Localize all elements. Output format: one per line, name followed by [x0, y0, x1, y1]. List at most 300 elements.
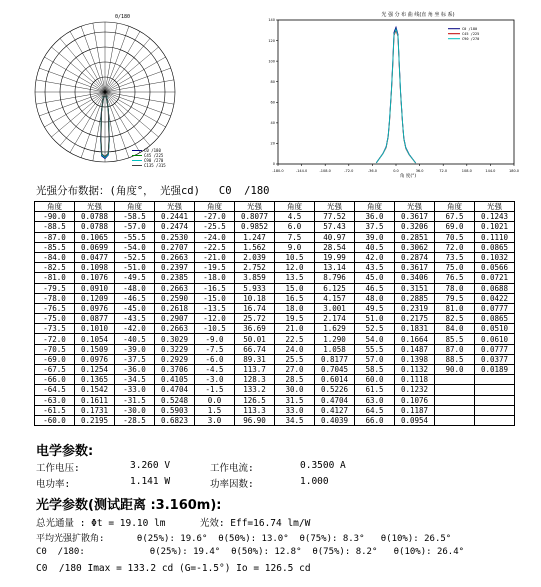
- table-body: [35, 212, 515, 426]
- table-cell: 66.0: [355, 415, 395, 425]
- table-cell: 0.2530: [155, 232, 195, 242]
- table-cell: 1.5: [195, 405, 235, 415]
- table-cell: 0.2885: [395, 293, 435, 303]
- table-cell: 40.97: [315, 232, 355, 242]
- table-cell: 0.0877: [75, 314, 115, 324]
- table-cell: 42.0: [355, 252, 395, 262]
- cart-xtick-label: 0.0: [393, 169, 399, 173]
- polar-legend-label: C135 /315: [144, 163, 166, 168]
- table-cell: 0.0189: [475, 365, 515, 375]
- table-cell: 0.0910: [75, 283, 115, 293]
- table-cell: 0.0422: [475, 293, 515, 303]
- voltage-label: 工作电压:: [36, 463, 80, 474]
- cart-ytick-label: 140: [268, 18, 275, 23]
- table-cell: 12.0: [275, 263, 315, 273]
- cart-xtick-label: -180.0: [272, 169, 284, 173]
- cart-title: 光 强 分 布 曲 线(直 角 坐 标 系): [381, 12, 455, 18]
- table-cell: -57.0: [115, 222, 155, 232]
- table-cell: 0.1731: [75, 405, 115, 415]
- table-cell: -48.0: [115, 283, 155, 293]
- table-cell: 0.3617: [395, 263, 435, 273]
- table-cell: -87.0: [35, 232, 75, 242]
- table-cell: 2.174: [315, 314, 355, 324]
- table-cell: -76.5: [35, 303, 75, 313]
- table-row: [35, 314, 515, 324]
- cart-xlabel: 角 度(°): [399, 174, 417, 179]
- table-cell: -51.0: [115, 263, 155, 273]
- table-cell: -39.0: [115, 344, 155, 354]
- table-cell: 0.2195: [75, 415, 115, 425]
- cart-ytick-label: 20: [270, 141, 275, 146]
- table-cell: [435, 385, 475, 395]
- table-row: [35, 334, 515, 344]
- table-cell: 0.3229: [155, 344, 195, 354]
- table-cell: 0.0: [195, 395, 235, 405]
- table-cell: 28.5: [275, 375, 315, 385]
- table-cell: 1.058: [315, 344, 355, 354]
- table-cell: 1.562: [235, 242, 275, 252]
- table-cell: 0.1542: [75, 385, 115, 395]
- table-cell: 0.0976: [75, 303, 115, 313]
- table-cell: 51.0: [355, 314, 395, 324]
- table-cell: -36.0: [115, 365, 155, 375]
- table-cell: 25.5: [275, 354, 315, 364]
- table-cell: -52.5: [115, 252, 155, 262]
- table-cell: 0.3617: [395, 212, 435, 222]
- table-cell: [435, 375, 475, 385]
- table-cell: 0.6823: [155, 415, 195, 425]
- table-cell: 0.2397: [155, 263, 195, 273]
- table-row: [35, 303, 515, 313]
- table-cell: 0.3029: [155, 334, 195, 344]
- table-cell: -9.0: [195, 334, 235, 344]
- cart-xtick-label: 72.0: [439, 169, 448, 173]
- table-cell: 0.0976: [75, 354, 115, 364]
- table-cell: 30.0: [275, 385, 315, 395]
- photometric-table: [34, 201, 515, 426]
- cart-xtick-label: -72.0: [344, 169, 354, 173]
- cart-ytick-label: 60: [270, 100, 275, 105]
- table-cell: 0.6014: [315, 375, 355, 385]
- optical-line-avg-angle: 平均光强扩散角: θ(25%): 19.6° θ(50%): 13.0° θ(75%): 8.3° θ(10%): 26.5°: [36, 534, 452, 544]
- table-cell: 113.3: [235, 405, 275, 415]
- table-cell: 0.4704: [315, 395, 355, 405]
- table-cell: 1.290: [315, 334, 355, 344]
- table-cell: -25.5: [195, 222, 235, 232]
- table-cell: 50.01: [235, 334, 275, 344]
- cart-xtick-label: -36.0: [367, 169, 377, 173]
- table-header-cell: 光强: [475, 202, 515, 212]
- table-cell: 87.0: [435, 344, 475, 354]
- table-cell: 10.5: [275, 252, 315, 262]
- table-cell: 0.1076: [395, 395, 435, 405]
- table-cell: 84.0: [435, 324, 475, 334]
- table-cell: 0.0610: [475, 334, 515, 344]
- cart-ytick-label: 120: [268, 38, 275, 43]
- cart-xtick-label: 180.0: [508, 169, 520, 173]
- table-cell: 7.5: [275, 232, 315, 242]
- power-value: 1.141 W: [130, 476, 171, 487]
- table-cell: 0.8177: [315, 354, 355, 364]
- table-row: [35, 242, 515, 252]
- table-cell: 36.0: [355, 212, 395, 222]
- current-value: 0.3500 A: [300, 460, 346, 471]
- table-cell: -22.5: [195, 242, 235, 252]
- table-cell: -27.0: [195, 212, 235, 222]
- table-cell: [475, 405, 515, 415]
- table-cell: 0.9852: [235, 222, 275, 232]
- optical-line-imax: C0 /180 Imax = 133.2 cd (G=-1.5°) Io = 126.5 cd: [36, 563, 311, 574]
- table-cell: 0.0777: [475, 303, 515, 313]
- cart-series-1: [376, 30, 415, 163]
- table-cell: 72.0: [435, 242, 475, 252]
- table-cell: 45.0: [355, 273, 395, 283]
- table-cell: 0.1831: [395, 324, 435, 334]
- table-cell: 52.5: [355, 324, 395, 334]
- cart-xtick-label: 144.0: [485, 169, 496, 173]
- table-cell: 67.5: [435, 212, 475, 222]
- table-cell: 0.2929: [155, 354, 195, 364]
- table-cell: 16.74: [235, 303, 275, 313]
- table-cell: -18.0: [195, 273, 235, 283]
- table-cell: -49.5: [115, 273, 155, 283]
- table-cell: 0.2663: [155, 324, 195, 334]
- table-cell: 0.1021: [475, 222, 515, 232]
- table-cell: -43.5: [115, 314, 155, 324]
- table-cell: -60.0: [35, 415, 75, 425]
- table-cell: 0.2618: [155, 303, 195, 313]
- table-cell: 89.31: [235, 354, 275, 364]
- table-cell: 16.5: [275, 293, 315, 303]
- table-row: [35, 365, 515, 375]
- table-cell: 0.1098: [75, 263, 115, 273]
- table-cell: 0.0777: [475, 344, 515, 354]
- table-cell: 0.0721: [475, 273, 515, 283]
- table-cell: -82.5: [35, 263, 75, 273]
- table-cell: 0.1209: [75, 293, 115, 303]
- cart-ytick-label: 0: [272, 162, 275, 167]
- table-header-cell: 角度: [195, 202, 235, 212]
- cart-legend-label: C0 /180: [462, 27, 478, 31]
- table-cell: 126.5: [235, 395, 275, 405]
- table-cell: [475, 395, 515, 405]
- table-cell: 0.2874: [395, 252, 435, 262]
- table-cell: [435, 395, 475, 405]
- electrical-heading: 电学参数:: [36, 444, 94, 459]
- table-cell: 0.0510: [475, 324, 515, 334]
- table-cell: -45.0: [115, 303, 155, 313]
- cart-legend-label: C45 /225: [462, 32, 480, 36]
- cart-series-2: [376, 29, 415, 163]
- pf-label: 功率因数:: [210, 479, 254, 490]
- cart-curves: [376, 27, 415, 163]
- table-row: [35, 232, 515, 242]
- table-cell: 0.1032: [475, 252, 515, 262]
- table-cell: 66.74: [235, 344, 275, 354]
- table-cell: 3.0: [195, 415, 235, 425]
- table-cell: -31.5: [115, 395, 155, 405]
- table-cell: -6.0: [195, 354, 235, 364]
- table-header-cell: 光强: [235, 202, 275, 212]
- table-cell: 0.3062: [395, 242, 435, 252]
- cart-xtick-label: 36.0: [415, 169, 424, 173]
- table-cell: 70.5: [435, 232, 475, 242]
- cart-frame: [278, 20, 514, 164]
- table-cell: 0.1509: [75, 344, 115, 354]
- cart-ytick-label: 40: [270, 121, 275, 126]
- table-cell: 0.2441: [155, 212, 195, 222]
- table-cell: 0.1065: [75, 232, 115, 242]
- table-row: [35, 415, 515, 425]
- table-cell: -10.5: [195, 324, 235, 334]
- table-header-row: [35, 202, 515, 212]
- table-cell: 0.3206: [395, 222, 435, 232]
- table-cell: -13.5: [195, 303, 235, 313]
- table-cell: -16.5: [195, 283, 235, 293]
- cartesian-chart: [268, 8, 520, 180]
- table-cell: 0.4039: [315, 415, 355, 425]
- table-cell: 19.99: [315, 252, 355, 262]
- table-cell: -58.5: [115, 212, 155, 222]
- table-cell: 0.1110: [475, 232, 515, 242]
- table-header-cell: 角度: [275, 202, 315, 212]
- table-cell: 0.0788: [75, 212, 115, 222]
- table-cell: -72.0: [35, 334, 75, 344]
- table-cell: 0.1664: [395, 334, 435, 344]
- table-row: [35, 263, 515, 273]
- table-row: [35, 405, 515, 415]
- table-cell: 33.0: [275, 405, 315, 415]
- table-cell: 0.4105: [155, 375, 195, 385]
- table-header-cell: 光强: [75, 202, 115, 212]
- table-cell: 27.0: [275, 365, 315, 375]
- table-cell: -12.0: [195, 314, 235, 324]
- table-cell: 0.4127: [315, 405, 355, 415]
- table-cell: 77.52: [315, 212, 355, 222]
- table-cell: -15.0: [195, 293, 235, 303]
- table-header-cell: 光强: [155, 202, 195, 212]
- cart-ytick-label: 100: [268, 59, 275, 64]
- table-cell: 39.0: [355, 232, 395, 242]
- table-cell: 0.5226: [315, 385, 355, 395]
- table-header-cell: 角度: [115, 202, 155, 212]
- table-cell: 81.0: [435, 303, 475, 313]
- table-cell: 0.1054: [75, 334, 115, 344]
- table-cell: 133.2: [235, 385, 275, 395]
- table-cell: 0.1611: [75, 395, 115, 405]
- table-cell: -75.0: [35, 314, 75, 324]
- table-cell: 1.629: [315, 324, 355, 334]
- table-cell: 22.5: [275, 334, 315, 344]
- table-cell: 57.0: [355, 354, 395, 364]
- table-cell: 0.2851: [395, 232, 435, 242]
- table-cell: 8.796: [315, 273, 355, 283]
- table-cell: 36.69: [235, 324, 275, 334]
- table-row: [35, 324, 515, 334]
- table-cell: -54.0: [115, 242, 155, 252]
- table-cell: 10.18: [235, 293, 275, 303]
- table-cell: -84.0: [35, 252, 75, 262]
- table-cell: 19.5: [275, 314, 315, 324]
- optical-line-flux: 总光通量 : Φt = 19.10 lm 光效: Eff=16.74 lm/W: [36, 518, 311, 529]
- polar-angle-label: 0/180: [115, 14, 131, 20]
- table-cell: 85.5: [435, 334, 475, 344]
- table-cell: 3.001: [315, 303, 355, 313]
- table-cell: 49.5: [355, 303, 395, 313]
- optical-heading: 光学参数(测试距离 :3.160m):: [36, 498, 222, 513]
- table-cell: 61.5: [355, 385, 395, 395]
- table-cell: 128.3: [235, 375, 275, 385]
- table-cell: -66.0: [35, 375, 75, 385]
- table-cell: 0.4704: [155, 385, 195, 395]
- table-cell: 0.1132: [395, 365, 435, 375]
- table-cell: 63.0: [355, 395, 395, 405]
- table-cell: 13.14: [315, 263, 355, 273]
- table-cell: 54.0: [355, 334, 395, 344]
- table-cell: 0.1398: [395, 354, 435, 364]
- table-cell: 0.2385: [155, 273, 195, 283]
- table-cell: 0.2474: [155, 222, 195, 232]
- table-cell: 0.2175: [395, 314, 435, 324]
- table-header-cell: 角度: [355, 202, 395, 212]
- table-row: [35, 252, 515, 262]
- table-cell: 2.752: [235, 263, 275, 273]
- cart-legend-label: C90 /270: [462, 37, 480, 41]
- table-header-cell: 光强: [315, 202, 355, 212]
- table-cell: -37.5: [115, 354, 155, 364]
- table-cell: -69.0: [35, 354, 75, 364]
- table-cell: -88.5: [35, 222, 75, 232]
- table-cell: -24.0: [195, 232, 235, 242]
- table-cell: 0.1076: [75, 273, 115, 283]
- table-cell: 6.0: [275, 222, 315, 232]
- cart-legend: [448, 27, 479, 41]
- table-cell: 0.0688: [475, 283, 515, 293]
- cart-series-0: [376, 27, 415, 163]
- table-cell: 0.8077: [235, 212, 275, 222]
- table-header-cell: 光强: [395, 202, 435, 212]
- cart-xtick-label: -144.0: [295, 169, 308, 173]
- table-cell: -67.5: [35, 365, 75, 375]
- table-cell: -64.5: [35, 385, 75, 395]
- table-cell: -85.5: [35, 242, 75, 252]
- table-cell: -61.5: [35, 405, 75, 415]
- table-cell: 0.0566: [475, 263, 515, 273]
- table-cell: 0.1187: [395, 405, 435, 415]
- table-cell: 0.0865: [475, 242, 515, 252]
- table-cell: 0.2663: [155, 252, 195, 262]
- table-cell: 18.0: [275, 303, 315, 313]
- table-cell: 0.0954: [395, 415, 435, 425]
- table-row: [35, 212, 515, 222]
- table-cell: 0.1487: [395, 344, 435, 354]
- table-cell: 0.1243: [475, 212, 515, 222]
- table-cell: -30.0: [115, 405, 155, 415]
- table-cell: 0.1232: [395, 385, 435, 395]
- table-cell: -90.0: [35, 212, 75, 222]
- table-cell: 2.039: [235, 252, 275, 262]
- cart-xtick-label: 108.0: [461, 169, 472, 173]
- table-cell: 4.157: [315, 293, 355, 303]
- table-cell: 0.1010: [75, 324, 115, 334]
- table-cell: 0.0699: [75, 242, 115, 252]
- table-header-cell: 角度: [435, 202, 475, 212]
- table-cell: [475, 375, 515, 385]
- table-cell: 0.2907: [155, 314, 195, 324]
- table-cell: 96.90: [235, 415, 275, 425]
- table-cell: -55.5: [115, 232, 155, 242]
- table-cell: 90.0: [435, 365, 475, 375]
- table-cell: 75.0: [435, 263, 475, 273]
- polar-legend-label: C90 /270: [144, 158, 164, 163]
- table-cell: 1.247: [235, 232, 275, 242]
- table-cell: [435, 405, 475, 415]
- table-cell: 0.0865: [475, 314, 515, 324]
- table-cell: 0.1118: [395, 375, 435, 385]
- table-cell: -3.0: [195, 375, 235, 385]
- pf-value: 1.000: [300, 476, 329, 487]
- polar-chart: [30, 10, 180, 185]
- table-cell: -34.5: [115, 375, 155, 385]
- table-cell: 40.5: [355, 242, 395, 252]
- table-cell: -40.5: [115, 334, 155, 344]
- power-label: 电功率:: [36, 479, 71, 490]
- table-cell: 31.5: [275, 395, 315, 405]
- table-cell: -21.0: [195, 252, 235, 262]
- table-cell: -42.0: [115, 324, 155, 334]
- table-cell: [435, 415, 475, 425]
- table-cell: 0.0477: [75, 252, 115, 262]
- table-cell: 73.5: [435, 252, 475, 262]
- table-cell: 13.5: [275, 273, 315, 283]
- table-cell: 0.3406: [395, 273, 435, 283]
- table-cell: -63.0: [35, 395, 75, 405]
- table-cell: -81.0: [35, 273, 75, 283]
- table-row: [35, 273, 515, 283]
- table-cell: 55.5: [355, 344, 395, 354]
- table-cell: 6.125: [315, 283, 355, 293]
- table-cell: -7.5: [195, 344, 235, 354]
- table-cell: -78.0: [35, 293, 75, 303]
- optical-line-c0: C0 /180: θ(25%): 19.4° θ(50%): 12.8° θ(75%): 8.2° θ(10%): 26.4°: [36, 547, 465, 557]
- table-cell: 24.0: [275, 344, 315, 354]
- table-row: [35, 354, 515, 364]
- table-cell: 48.0: [355, 293, 395, 303]
- table-cell: 57.43: [315, 222, 355, 232]
- polar-legend: [132, 148, 166, 168]
- table-cell: 37.5: [355, 222, 395, 232]
- table-cell: -33.0: [115, 385, 155, 395]
- table-cell: -1.5: [195, 385, 235, 395]
- table-cell: 0.0788: [75, 222, 115, 232]
- table-cell: 79.5: [435, 293, 475, 303]
- table-cell: 28.54: [315, 242, 355, 252]
- table-cell: -4.5: [195, 365, 235, 375]
- table-cell: 0.2663: [155, 283, 195, 293]
- table-cell: 88.5: [435, 354, 475, 364]
- table-row: [35, 344, 515, 354]
- table-cell: 15.0: [275, 283, 315, 293]
- voltage-value: 3.260 V: [130, 460, 171, 471]
- current-label: 工作电流:: [210, 463, 254, 474]
- table-cell: 0.2590: [155, 293, 195, 303]
- table-cell: 3.859: [235, 273, 275, 283]
- table-cell: 0.1254: [75, 365, 115, 375]
- table-cell: 60.0: [355, 375, 395, 385]
- cart-xtick-label: -108.0: [319, 169, 331, 173]
- table-cell: 0.3706: [155, 365, 195, 375]
- cart-ytick-label: 80: [270, 79, 275, 84]
